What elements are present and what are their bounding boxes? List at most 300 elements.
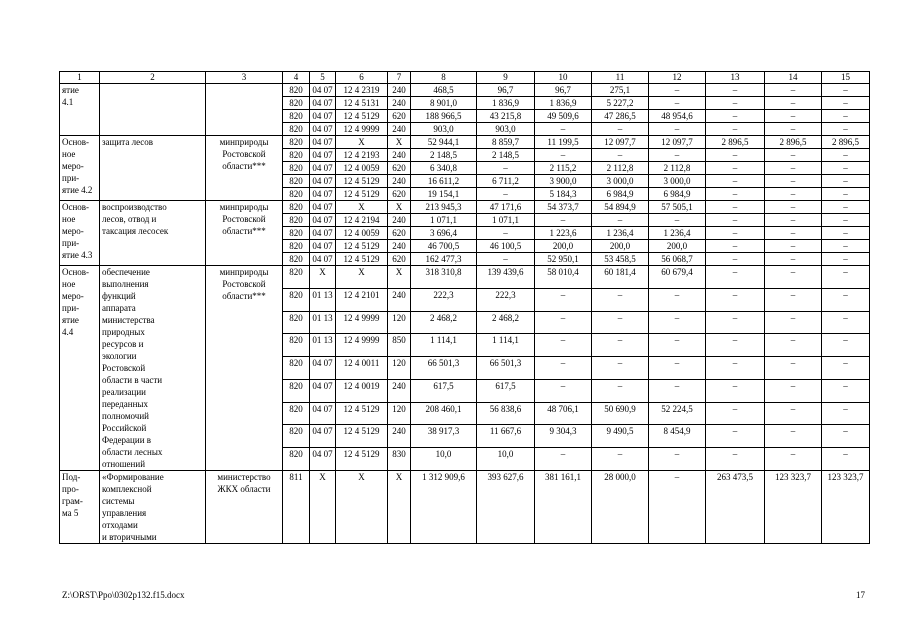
table-cell: – bbox=[706, 227, 765, 240]
table-cell: 04 07 bbox=[310, 201, 336, 214]
table-cell: 1 223,6 bbox=[535, 227, 592, 240]
table-cell: – bbox=[535, 214, 592, 227]
table-cell: 3 000,0 bbox=[649, 175, 706, 188]
table-cell: 12 4 0059 bbox=[336, 162, 388, 175]
table-row bbox=[60, 471, 870, 544]
table-cell: 12 4 9999 bbox=[336, 123, 388, 136]
table-cell: – bbox=[765, 402, 822, 425]
table-cell: 1 114,1 bbox=[411, 334, 477, 357]
table-cell: 200,0 bbox=[649, 240, 706, 253]
table-cell: 04 07 bbox=[310, 357, 336, 380]
table-cell: – bbox=[535, 357, 592, 380]
table-cell: 820 bbox=[283, 84, 310, 97]
table-cell: 47 171,6 bbox=[477, 201, 535, 214]
table-cell: 820 bbox=[283, 288, 310, 311]
column-header: 15 bbox=[822, 72, 870, 84]
table-cell: 04 07 bbox=[310, 188, 336, 201]
table-cell: 240 bbox=[388, 240, 411, 253]
table-cell: X bbox=[336, 136, 388, 149]
column-header: 3 bbox=[206, 72, 283, 84]
table-cell: 8 859,7 bbox=[477, 136, 535, 149]
table-cell: – bbox=[649, 84, 706, 97]
table-cell: 162 477,3 bbox=[411, 253, 477, 266]
table-cell: – bbox=[649, 311, 706, 334]
table-cell: 8 901,0 bbox=[411, 97, 477, 110]
table-cell: – bbox=[822, 448, 870, 471]
table-cell: – bbox=[822, 266, 870, 289]
table-cell: 2 112,8 bbox=[592, 162, 649, 175]
table-cell: – bbox=[765, 188, 822, 201]
table-cell: – bbox=[649, 448, 706, 471]
table-cell: 139 439,6 bbox=[477, 266, 535, 289]
table-cell: 56 068,7 bbox=[649, 253, 706, 266]
table-cell: 04 07 bbox=[310, 240, 336, 253]
table-cell: 222,3 bbox=[477, 288, 535, 311]
column-header: 5 bbox=[310, 72, 336, 84]
table-cell: – bbox=[765, 175, 822, 188]
table-cell: 53 458,5 bbox=[592, 253, 649, 266]
table-cell: 12 4 5129 bbox=[336, 188, 388, 201]
table-cell: 12 4 2319 bbox=[336, 84, 388, 97]
table-cell: 12 097,7 bbox=[592, 136, 649, 149]
table-cell: – bbox=[765, 227, 822, 240]
table-cell: 903,0 bbox=[477, 123, 535, 136]
table-cell: – bbox=[706, 448, 765, 471]
table-cell: 620 bbox=[388, 110, 411, 123]
table-cell: – bbox=[822, 188, 870, 201]
table-cell: 50 690,9 bbox=[592, 402, 649, 425]
column-header: 6 bbox=[336, 72, 388, 84]
table-cell: – bbox=[822, 97, 870, 110]
table-cell: 12 4 5131 bbox=[336, 97, 388, 110]
table-cell: 9 304,3 bbox=[535, 425, 592, 448]
table-cell: 240 bbox=[388, 288, 411, 311]
table-cell: 820 bbox=[283, 240, 310, 253]
table-cell: 120 bbox=[388, 402, 411, 425]
table-cell: 3 900,0 bbox=[535, 175, 592, 188]
table-cell: 04 07 bbox=[310, 84, 336, 97]
table-cell: – bbox=[592, 288, 649, 311]
table-cell: 2 112,8 bbox=[649, 162, 706, 175]
column-header: 4 bbox=[283, 72, 310, 84]
table-cell: – bbox=[649, 357, 706, 380]
table-cell: – bbox=[706, 357, 765, 380]
table-row bbox=[60, 136, 870, 149]
table-cell: – bbox=[706, 162, 765, 175]
table-cell: 2 468,2 bbox=[477, 311, 535, 334]
table-cell: 1 836,9 bbox=[535, 97, 592, 110]
table-cell: – bbox=[822, 162, 870, 175]
table-cell: – bbox=[706, 97, 765, 110]
table-cell: – bbox=[706, 149, 765, 162]
table-cell: 57 505,1 bbox=[649, 201, 706, 214]
table-cell: – bbox=[765, 288, 822, 311]
table-cell: 820 bbox=[283, 188, 310, 201]
table-cell: – bbox=[765, 448, 822, 471]
table-cell: 820 bbox=[283, 448, 310, 471]
table-cell: – bbox=[765, 149, 822, 162]
table-cell: 16 611,2 bbox=[411, 175, 477, 188]
table-cell: – bbox=[592, 311, 649, 334]
table-cell: 240 bbox=[388, 84, 411, 97]
table-cell: 12 4 5129 bbox=[336, 110, 388, 123]
table-cell: – bbox=[765, 240, 822, 253]
table-cell: – bbox=[765, 214, 822, 227]
table-cell: 820 bbox=[283, 175, 310, 188]
table-cell: 12 4 5129 bbox=[336, 425, 388, 448]
executor: минприроды Ростовской области*** bbox=[206, 136, 283, 201]
table-cell: – bbox=[706, 334, 765, 357]
table-cell: – bbox=[822, 149, 870, 162]
table-cell: 12 4 0059 bbox=[336, 227, 388, 240]
table-cell: 2 896,5 bbox=[822, 136, 870, 149]
table-cell: 6 711,2 bbox=[477, 175, 535, 188]
table-cell: – bbox=[592, 334, 649, 357]
table-cell: 46 700,5 bbox=[411, 240, 477, 253]
table-cell: – bbox=[592, 214, 649, 227]
table-cell: 240 bbox=[388, 379, 411, 402]
table-cell: 12 4 2101 bbox=[336, 288, 388, 311]
table-cell: X bbox=[310, 471, 336, 544]
table-cell: 12 4 5129 bbox=[336, 240, 388, 253]
table-cell: – bbox=[822, 288, 870, 311]
table-cell: 38 917,3 bbox=[411, 425, 477, 448]
table-cell: 04 07 bbox=[310, 402, 336, 425]
table-cell: 04 07 bbox=[310, 425, 336, 448]
table-cell: – bbox=[822, 357, 870, 380]
table-cell: 04 07 bbox=[310, 214, 336, 227]
table-row bbox=[60, 84, 870, 97]
table-cell: 820 bbox=[283, 97, 310, 110]
table-cell: 01 13 bbox=[310, 311, 336, 334]
table-cell: 2 896,5 bbox=[765, 136, 822, 149]
table-cell: 9 490,5 bbox=[592, 425, 649, 448]
table-cell: – bbox=[822, 110, 870, 123]
table-cell: 620 bbox=[388, 162, 411, 175]
table-cell: 820 bbox=[283, 334, 310, 357]
table-cell: – bbox=[706, 214, 765, 227]
table-row bbox=[60, 201, 870, 214]
table-cell: 04 07 bbox=[310, 379, 336, 402]
table-cell: – bbox=[765, 201, 822, 214]
footer-file-path: Z:\ORST\Ppo\0302p132.f15.docx bbox=[62, 590, 185, 600]
table-cell: 617,5 bbox=[477, 379, 535, 402]
table-cell: – bbox=[535, 311, 592, 334]
table-cell: 1 071,1 bbox=[411, 214, 477, 227]
table-cell: – bbox=[592, 149, 649, 162]
table-cell: 43 215,8 bbox=[477, 110, 535, 123]
table-cell: 240 bbox=[388, 425, 411, 448]
table-cell: – bbox=[822, 253, 870, 266]
table-cell: 6 340,8 bbox=[411, 162, 477, 175]
table-cell: 620 bbox=[388, 227, 411, 240]
table-cell: – bbox=[822, 201, 870, 214]
table-cell: – bbox=[822, 379, 870, 402]
group-label: Под- про- грам- ма 5 bbox=[60, 471, 100, 544]
table-cell: – bbox=[822, 175, 870, 188]
measure-name bbox=[100, 84, 206, 136]
table-cell: – bbox=[706, 379, 765, 402]
executor bbox=[206, 84, 283, 136]
table-cell: 52 944,1 bbox=[411, 136, 477, 149]
table-cell: 200,0 bbox=[535, 240, 592, 253]
executor: минприроды Ростовской области*** bbox=[206, 201, 283, 266]
table-cell: – bbox=[706, 266, 765, 289]
table-cell: 58 010,4 bbox=[535, 266, 592, 289]
column-header: 14 bbox=[765, 72, 822, 84]
table-cell: 11 667,6 bbox=[477, 425, 535, 448]
table-cell: 188 966,5 bbox=[411, 110, 477, 123]
table-cell: 12 4 5129 bbox=[336, 402, 388, 425]
table-cell: 240 bbox=[388, 97, 411, 110]
table-cell: 04 07 bbox=[310, 97, 336, 110]
table-cell: 820 bbox=[283, 149, 310, 162]
table-cell: 240 bbox=[388, 149, 411, 162]
table-cell: 820 bbox=[283, 402, 310, 425]
table-cell: 96,7 bbox=[477, 84, 535, 97]
table-cell: 2 468,2 bbox=[411, 311, 477, 334]
measure-name: воспроизводство лесов, отвод и таксация лесосек bbox=[100, 201, 206, 266]
measure-name: обеспечение выполнения функций аппарата министерства природных ресурсов и экологии Ростовской области в части реализации переданных полномочий Российской Федерации в области лесных отношений bbox=[100, 266, 206, 471]
table-cell: – bbox=[592, 123, 649, 136]
table-cell: – bbox=[706, 123, 765, 136]
table-cell: 120 bbox=[388, 311, 411, 334]
table-cell: 820 bbox=[283, 123, 310, 136]
table-cell: – bbox=[649, 123, 706, 136]
table-cell: 1 236,4 bbox=[592, 227, 649, 240]
table-cell: 66 501,3 bbox=[411, 357, 477, 380]
table-cell: – bbox=[706, 84, 765, 97]
group-label: Основ- ное меро- при- ятие 4.2 bbox=[60, 136, 100, 201]
table-cell: 820 bbox=[283, 214, 310, 227]
table-cell: X bbox=[336, 471, 388, 544]
table-cell: X bbox=[336, 201, 388, 214]
table-cell: 820 bbox=[283, 425, 310, 448]
table-cell: – bbox=[535, 448, 592, 471]
table-cell: 66 501,3 bbox=[477, 357, 535, 380]
table-cell: – bbox=[535, 288, 592, 311]
table-cell: 2 115,2 bbox=[535, 162, 592, 175]
table-cell: 12 4 5129 bbox=[336, 175, 388, 188]
table-cell: – bbox=[477, 188, 535, 201]
table-cell: – bbox=[765, 253, 822, 266]
table-cell: 123 323,7 bbox=[822, 471, 870, 544]
table-cell: 54 894,9 bbox=[592, 201, 649, 214]
table-cell: – bbox=[822, 240, 870, 253]
table-cell: 2 148,5 bbox=[411, 149, 477, 162]
table-cell: 2 896,5 bbox=[706, 136, 765, 149]
table-cell: 04 07 bbox=[310, 253, 336, 266]
table-cell: 617,5 bbox=[411, 379, 477, 402]
table-cell: 903,0 bbox=[411, 123, 477, 136]
table-cell: – bbox=[706, 288, 765, 311]
table-cell: 820 bbox=[283, 227, 310, 240]
table-cell: 04 07 bbox=[310, 162, 336, 175]
table-cell: – bbox=[822, 84, 870, 97]
table-cell: 393 627,6 bbox=[477, 471, 535, 544]
table-cell: 8 454,9 bbox=[649, 425, 706, 448]
table-cell: X bbox=[310, 266, 336, 289]
table-cell: 56 838,6 bbox=[477, 402, 535, 425]
table-cell: 5 184,3 bbox=[535, 188, 592, 201]
table-cell: – bbox=[706, 253, 765, 266]
table-cell: 01 13 bbox=[310, 334, 336, 357]
column-header: 1 bbox=[60, 72, 100, 84]
table-cell: – bbox=[706, 175, 765, 188]
table-cell: 1 836,9 bbox=[477, 97, 535, 110]
table-cell: 49 509,6 bbox=[535, 110, 592, 123]
table-cell: – bbox=[592, 379, 649, 402]
column-header: 2 bbox=[100, 72, 206, 84]
table-cell: – bbox=[765, 162, 822, 175]
table-cell: 213 945,3 bbox=[411, 201, 477, 214]
table-cell: 12 4 2194 bbox=[336, 214, 388, 227]
table-cell: 12 4 9999 bbox=[336, 311, 388, 334]
table-cell: 830 bbox=[388, 448, 411, 471]
table-cell: – bbox=[535, 334, 592, 357]
table-cell: 275,1 bbox=[592, 84, 649, 97]
table-cell: 60 679,4 bbox=[649, 266, 706, 289]
table-cell: 123 323,7 bbox=[765, 471, 822, 544]
table-cell: – bbox=[706, 425, 765, 448]
table-cell: – bbox=[649, 149, 706, 162]
table-row bbox=[60, 266, 870, 289]
table-cell: 96,7 bbox=[535, 84, 592, 97]
table-cell: 6 984,9 bbox=[649, 188, 706, 201]
budget-table bbox=[59, 71, 870, 544]
executor: министерство ЖКХ области bbox=[206, 471, 283, 544]
table-cell: 820 bbox=[283, 162, 310, 175]
table-cell: – bbox=[822, 214, 870, 227]
table-cell: 820 bbox=[283, 311, 310, 334]
table-cell: 208 460,1 bbox=[411, 402, 477, 425]
table-cell: – bbox=[706, 188, 765, 201]
table-cell: 811 bbox=[283, 471, 310, 544]
table-cell: 12 4 5129 bbox=[336, 448, 388, 471]
table-cell: – bbox=[822, 227, 870, 240]
measure-name: «Формирование комплексной системы управления отходами и вторичными bbox=[100, 471, 206, 544]
table-cell: – bbox=[765, 357, 822, 380]
column-header: 10 bbox=[535, 72, 592, 84]
table-cell: – bbox=[822, 334, 870, 357]
table-cell: – bbox=[706, 201, 765, 214]
table-cell: 222,3 bbox=[411, 288, 477, 311]
table-cell: – bbox=[706, 110, 765, 123]
table-cell: 850 bbox=[388, 334, 411, 357]
table-cell: – bbox=[592, 357, 649, 380]
page-number: 17 bbox=[856, 590, 865, 600]
table-cell: – bbox=[765, 379, 822, 402]
table-cell: 1 114,1 bbox=[477, 334, 535, 357]
table-cell: X bbox=[388, 201, 411, 214]
table-cell: 12 4 2193 bbox=[336, 149, 388, 162]
table-cell: 11 199,5 bbox=[535, 136, 592, 149]
table-cell: 820 bbox=[283, 379, 310, 402]
table-cell: 620 bbox=[388, 188, 411, 201]
table-cell: – bbox=[822, 425, 870, 448]
table-cell: 12 4 0011 bbox=[336, 357, 388, 380]
table-cell: X bbox=[388, 136, 411, 149]
table-cell: – bbox=[765, 334, 822, 357]
table-cell: 620 bbox=[388, 253, 411, 266]
table-cell: – bbox=[765, 123, 822, 136]
group-label: ятие 4.1 bbox=[60, 84, 100, 136]
table-cell: – bbox=[649, 97, 706, 110]
table-cell: – bbox=[706, 240, 765, 253]
table-cell: 04 07 bbox=[310, 149, 336, 162]
table-cell: – bbox=[649, 288, 706, 311]
table-cell: 12 4 9999 bbox=[336, 334, 388, 357]
table-cell: – bbox=[535, 123, 592, 136]
table-cell: 240 bbox=[388, 175, 411, 188]
column-header: 13 bbox=[706, 72, 765, 84]
table-cell: 1 312 909,6 bbox=[411, 471, 477, 544]
table-cell: 2 148,5 bbox=[477, 149, 535, 162]
table-cell: 10,0 bbox=[411, 448, 477, 471]
measure-name: защита лесов bbox=[100, 136, 206, 201]
table-cell: 10,0 bbox=[477, 448, 535, 471]
table-cell: 318 310,8 bbox=[411, 266, 477, 289]
table-cell: 04 07 bbox=[310, 136, 336, 149]
table-cell: 46 100,5 bbox=[477, 240, 535, 253]
column-header: 9 bbox=[477, 72, 535, 84]
column-header: 8 bbox=[411, 72, 477, 84]
table-cell: 60 181,4 bbox=[592, 266, 649, 289]
table-cell: 381 161,1 bbox=[535, 471, 592, 544]
table-cell: 820 bbox=[283, 266, 310, 289]
table-cell: – bbox=[765, 84, 822, 97]
column-header: 7 bbox=[388, 72, 411, 84]
table-cell: – bbox=[649, 379, 706, 402]
table-cell: 6 984,9 bbox=[592, 188, 649, 201]
table-cell: 200,0 bbox=[592, 240, 649, 253]
table-cell: – bbox=[649, 471, 706, 544]
table-cell: 820 bbox=[283, 357, 310, 380]
table-cell: 820 bbox=[283, 110, 310, 123]
table-cell: 120 bbox=[388, 357, 411, 380]
table-cell: 48 706,1 bbox=[535, 402, 592, 425]
table-cell: 12 097,7 bbox=[649, 136, 706, 149]
table-cell: – bbox=[535, 149, 592, 162]
table-cell: 820 bbox=[283, 201, 310, 214]
table-cell: 1 071,1 bbox=[477, 214, 535, 227]
table-header-row bbox=[60, 72, 870, 84]
table-cell: 3 696,4 bbox=[411, 227, 477, 240]
table-cell: 1 236,4 bbox=[649, 227, 706, 240]
table-cell: 48 954,6 bbox=[649, 110, 706, 123]
table-cell: – bbox=[822, 402, 870, 425]
table-cell: – bbox=[765, 425, 822, 448]
table-cell: 54 373,7 bbox=[535, 201, 592, 214]
table-cell: 28 000,0 bbox=[592, 471, 649, 544]
table-cell: 468,5 bbox=[411, 84, 477, 97]
table-cell: X bbox=[336, 266, 388, 289]
table-cell: 04 07 bbox=[310, 123, 336, 136]
table-cell: 04 07 bbox=[310, 110, 336, 123]
table-cell: – bbox=[535, 379, 592, 402]
table-cell: 04 07 bbox=[310, 448, 336, 471]
table-cell: – bbox=[649, 214, 706, 227]
table-cell: 12 4 0019 bbox=[336, 379, 388, 402]
group-label: Основ- ное меро- при- ятие 4.3 bbox=[60, 201, 100, 266]
table-cell: – bbox=[765, 97, 822, 110]
table-cell: 01 13 bbox=[310, 288, 336, 311]
table-cell: – bbox=[477, 162, 535, 175]
table-cell: – bbox=[592, 448, 649, 471]
table-cell: – bbox=[706, 402, 765, 425]
table-cell: – bbox=[477, 253, 535, 266]
column-header: 12 bbox=[649, 72, 706, 84]
